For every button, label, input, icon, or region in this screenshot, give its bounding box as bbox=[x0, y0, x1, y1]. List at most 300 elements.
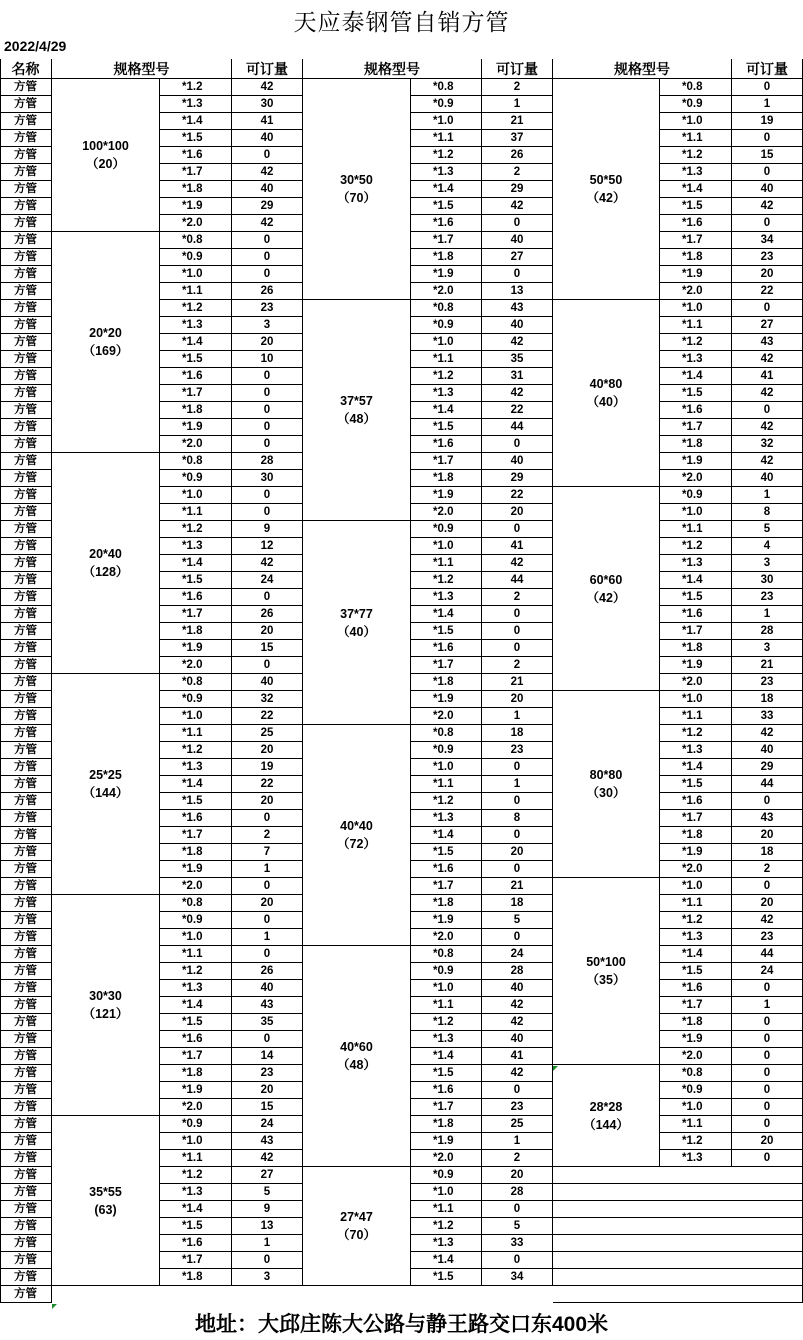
wall-thickness-cell: *1.6 bbox=[160, 589, 232, 606]
spec-group-cell bbox=[303, 521, 411, 725]
row-name-cell: 方管 bbox=[0, 283, 52, 300]
wall-thickness-cell: *1.0 bbox=[411, 538, 482, 555]
wall-thickness-cell: *1.2 bbox=[411, 793, 482, 810]
quantity-cell: 1 bbox=[732, 487, 803, 504]
quantity-cell: 42 bbox=[482, 385, 553, 402]
quantity-cell: 35 bbox=[482, 351, 553, 368]
quantity-cell: 42 bbox=[482, 334, 553, 351]
quantity-cell: 10 bbox=[232, 351, 303, 368]
wall-thickness-cell: *0.9 bbox=[411, 1167, 482, 1184]
quantity-cell: 3 bbox=[232, 1269, 303, 1286]
quantity-cell: 0 bbox=[732, 1082, 803, 1099]
wall-thickness-cell: *0.8 bbox=[160, 674, 232, 691]
quantity-cell: 28 bbox=[482, 1184, 553, 1201]
row-name-cell: 方管 bbox=[0, 1065, 52, 1082]
wall-thickness-cell: *1.0 bbox=[160, 487, 232, 504]
wall-thickness-cell: *1.9 bbox=[160, 419, 232, 436]
wall-thickness-cell: *2.0 bbox=[160, 878, 232, 895]
quantity-cell: 1 bbox=[482, 708, 553, 725]
wall-thickness-cell: *0.9 bbox=[411, 742, 482, 759]
spec-group-cell bbox=[553, 79, 660, 300]
quantity-cell: 37 bbox=[482, 130, 553, 147]
row-name-cell: 方管 bbox=[0, 436, 52, 453]
wall-thickness-cell: *1.0 bbox=[660, 300, 732, 317]
wall-thickness-cell: *1.6 bbox=[411, 215, 482, 232]
wall-thickness-cell: *2.0 bbox=[160, 1099, 232, 1116]
wall-thickness-cell: *0.8 bbox=[660, 1065, 732, 1082]
quantity-cell: 41 bbox=[232, 113, 303, 130]
wall-thickness-cell: *1.6 bbox=[411, 861, 482, 878]
spec-count: （48） bbox=[337, 1058, 376, 1072]
wall-thickness-cell: *2.0 bbox=[411, 1150, 482, 1167]
wall-thickness-cell: *0.9 bbox=[411, 317, 482, 334]
quantity-cell: 40 bbox=[482, 980, 553, 997]
quantity-cell: 35 bbox=[232, 1014, 303, 1031]
spec-group-cell bbox=[52, 895, 160, 1116]
row-name-cell: 方管 bbox=[0, 130, 52, 147]
empty-row-cell bbox=[553, 1184, 803, 1201]
wall-thickness-cell: *2.0 bbox=[411, 708, 482, 725]
row-name-cell: 方管 bbox=[0, 215, 52, 232]
row-name-cell: 方管 bbox=[0, 487, 52, 504]
spec-size: 100*100 bbox=[82, 139, 129, 153]
row-name-cell: 方管 bbox=[0, 1269, 52, 1286]
quantity-cell: 43 bbox=[232, 1133, 303, 1150]
wall-thickness-cell: *1.3 bbox=[660, 742, 732, 759]
quantity-cell: 2 bbox=[482, 164, 553, 181]
quantity-cell: 5 bbox=[232, 1184, 303, 1201]
row-name-cell: 方管 bbox=[0, 1235, 52, 1252]
wall-thickness-cell: *1.2 bbox=[160, 300, 232, 317]
spec-size: 35*55 bbox=[89, 1184, 122, 1199]
quantity-cell: 43 bbox=[732, 810, 803, 827]
wall-thickness-cell: *1.3 bbox=[411, 1031, 482, 1048]
empty-row-cell bbox=[553, 1252, 803, 1269]
quantity-cell: 4 bbox=[732, 538, 803, 555]
wall-thickness-cell: *2.0 bbox=[660, 674, 732, 691]
wall-thickness-cell: *0.8 bbox=[660, 79, 732, 96]
row-name-cell: 方管 bbox=[0, 113, 52, 130]
wall-thickness-cell: *1.9 bbox=[411, 912, 482, 929]
address-text: 地址：大邱庄陈大公路与静王路交口东 bbox=[194, 1311, 552, 1336]
wall-thickness-cell: *1.4 bbox=[411, 1048, 482, 1065]
inventory-table bbox=[0, 59, 803, 1300]
wall-thickness-cell: *1.7 bbox=[660, 997, 732, 1014]
address-distance: 400 bbox=[551, 1313, 588, 1336]
wall-thickness-cell: *0.9 bbox=[160, 470, 232, 487]
spec-group-cell bbox=[553, 878, 660, 1065]
quantity-cell: 0 bbox=[482, 929, 553, 946]
row-name-cell: 方管 bbox=[0, 708, 52, 725]
wall-thickness-cell: *1.4 bbox=[160, 113, 232, 130]
wall-thickness-cell: *1.2 bbox=[660, 912, 732, 929]
wall-thickness-cell: *1.2 bbox=[660, 725, 732, 742]
wall-thickness-cell: *1.7 bbox=[411, 232, 482, 249]
wall-thickness-cell: *0.8 bbox=[411, 79, 482, 96]
quantity-cell: 0 bbox=[482, 436, 553, 453]
wall-thickness-cell: *1.0 bbox=[660, 691, 732, 708]
row-name-cell: 方管 bbox=[0, 79, 52, 96]
quantity-cell: 21 bbox=[482, 113, 553, 130]
header-qty: 可订量 bbox=[732, 59, 803, 79]
wall-thickness-cell: *1.2 bbox=[160, 79, 232, 96]
wall-thickness-cell: *1.4 bbox=[411, 827, 482, 844]
wall-thickness-cell: *1.3 bbox=[411, 385, 482, 402]
quantity-cell: 0 bbox=[482, 215, 553, 232]
row-name-cell: 方管 bbox=[0, 827, 52, 844]
wall-thickness-cell: *0.9 bbox=[160, 912, 232, 929]
quantity-cell: 26 bbox=[232, 963, 303, 980]
quantity-cell: 42 bbox=[482, 555, 553, 572]
quantity-cell: 22 bbox=[732, 283, 803, 300]
wall-thickness-cell: *1.7 bbox=[160, 164, 232, 181]
wall-thickness-cell: *1.6 bbox=[160, 810, 232, 827]
wall-thickness-cell: *0.9 bbox=[411, 96, 482, 113]
quantity-cell: 20 bbox=[732, 266, 803, 283]
row-name-cell: 方管 bbox=[0, 674, 52, 691]
quantity-cell: 0 bbox=[482, 623, 553, 640]
quantity-cell: 3 bbox=[232, 317, 303, 334]
wall-thickness-cell: *1.3 bbox=[160, 759, 232, 776]
spec-group-cell bbox=[303, 79, 411, 300]
wall-thickness-cell: *1.1 bbox=[660, 521, 732, 538]
wall-thickness-cell: *1.4 bbox=[411, 606, 482, 623]
quantity-cell: 23 bbox=[232, 300, 303, 317]
wall-thickness-cell: *1.1 bbox=[660, 708, 732, 725]
quantity-cell: 0 bbox=[732, 1150, 803, 1167]
quantity-cell: 0 bbox=[482, 266, 553, 283]
quantity-cell: 28 bbox=[732, 623, 803, 640]
wall-thickness-cell: *0.9 bbox=[660, 1082, 732, 1099]
wall-thickness-cell: *1.4 bbox=[160, 334, 232, 351]
wall-thickness-cell: *1.0 bbox=[411, 113, 482, 130]
spec-size: 50*50 bbox=[589, 173, 623, 187]
wall-thickness-cell: *1.4 bbox=[160, 1201, 232, 1218]
quantity-cell: 0 bbox=[482, 521, 553, 538]
wall-thickness-cell: *1.8 bbox=[160, 623, 232, 640]
quantity-cell: 0 bbox=[732, 980, 803, 997]
quantity-cell: 20 bbox=[232, 742, 303, 759]
quantity-cell: 19 bbox=[732, 113, 803, 130]
quantity-cell: 40 bbox=[732, 181, 803, 198]
wall-thickness-cell: *2.0 bbox=[411, 283, 482, 300]
row-name-cell: 方管 bbox=[0, 912, 52, 929]
quantity-cell: 44 bbox=[732, 776, 803, 793]
quantity-cell: 43 bbox=[482, 300, 553, 317]
quantity-cell: 41 bbox=[482, 538, 553, 555]
quantity-cell: 27 bbox=[232, 1167, 303, 1184]
wall-thickness-cell: *0.9 bbox=[660, 487, 732, 504]
wall-thickness-cell: *1.1 bbox=[660, 130, 732, 147]
quantity-cell: 22 bbox=[232, 776, 303, 793]
header-qty: 可订量 bbox=[482, 59, 553, 79]
wall-thickness-cell: *1.4 bbox=[411, 1252, 482, 1269]
quantity-cell: 3 bbox=[732, 555, 803, 572]
wall-thickness-cell: *1.5 bbox=[160, 1218, 232, 1235]
wall-thickness-cell: *0.9 bbox=[160, 1116, 232, 1133]
spec-count: （35） bbox=[586, 973, 626, 987]
quantity-cell: 24 bbox=[482, 946, 553, 963]
quantity-cell: 23 bbox=[732, 674, 803, 691]
cell-comment-marker bbox=[553, 1066, 558, 1071]
quantity-cell: 42 bbox=[482, 997, 553, 1014]
row-name-cell: 方管 bbox=[0, 844, 52, 861]
empty-row-cell bbox=[553, 1269, 803, 1286]
row-name-cell: 方管 bbox=[0, 249, 52, 266]
spec-count: （144） bbox=[583, 1117, 629, 1132]
quantity-cell: 29 bbox=[482, 181, 553, 198]
wall-thickness-cell: *1.6 bbox=[160, 1031, 232, 1048]
wall-thickness-cell: *1.2 bbox=[660, 1133, 732, 1150]
quantity-cell: 18 bbox=[732, 844, 803, 861]
wall-thickness-cell: *1.5 bbox=[660, 385, 732, 402]
quantity-cell: 31 bbox=[482, 368, 553, 385]
wall-thickness-cell: *1.8 bbox=[411, 249, 482, 266]
spec-size: 37*77 bbox=[340, 606, 373, 621]
wall-thickness-cell: *1.6 bbox=[411, 640, 482, 657]
spec-size: 50*100 bbox=[586, 955, 626, 969]
wall-thickness-cell: *1.0 bbox=[411, 980, 482, 997]
wall-thickness-cell: *1.9 bbox=[660, 266, 732, 283]
row-name-cell: 方管 bbox=[0, 1150, 52, 1167]
wall-thickness-cell: *1.5 bbox=[160, 572, 232, 589]
quantity-cell: 0 bbox=[732, 164, 803, 181]
wall-thickness-cell: *1.3 bbox=[411, 589, 482, 606]
wall-thickness-cell: *1.2 bbox=[660, 334, 732, 351]
quantity-cell: 28 bbox=[482, 963, 553, 980]
quantity-cell: 20 bbox=[232, 895, 303, 912]
row-name-cell: 方管 bbox=[0, 147, 52, 164]
wall-thickness-cell: *1.3 bbox=[411, 1235, 482, 1252]
quantity-cell: 24 bbox=[732, 963, 803, 980]
quantity-cell: 1 bbox=[232, 861, 303, 878]
quantity-cell: 0 bbox=[732, 1116, 803, 1133]
quantity-cell: 0 bbox=[732, 1065, 803, 1082]
quantity-cell: 24 bbox=[232, 1116, 303, 1133]
wall-thickness-cell: *1.9 bbox=[660, 844, 732, 861]
wall-thickness-cell: *2.0 bbox=[660, 1048, 732, 1065]
row-name-cell: 方管 bbox=[0, 589, 52, 606]
spec-count: （42） bbox=[586, 590, 626, 605]
quantity-cell: 20 bbox=[732, 1133, 803, 1150]
quantity-cell: 0 bbox=[482, 759, 553, 776]
wall-thickness-cell: *1.3 bbox=[411, 164, 482, 181]
quantity-cell: 0 bbox=[232, 147, 303, 164]
wall-thickness-cell: *1.5 bbox=[160, 130, 232, 147]
quantity-cell: 23 bbox=[732, 929, 803, 946]
wall-thickness-cell: *0.8 bbox=[411, 725, 482, 742]
wall-thickness-cell: *1.5 bbox=[160, 1014, 232, 1031]
spec-count: （42） bbox=[586, 191, 626, 205]
spec-group-cell bbox=[303, 300, 411, 521]
wall-thickness-cell: *1.6 bbox=[660, 215, 732, 232]
row-name-cell: 方管 bbox=[0, 1133, 52, 1150]
quantity-cell: 23 bbox=[482, 1099, 553, 1116]
header-spec: 规格型号 bbox=[52, 59, 232, 79]
spec-count: （144） bbox=[82, 786, 129, 800]
row-name-cell: 方管 bbox=[0, 1048, 52, 1065]
quantity-cell: 0 bbox=[482, 1252, 553, 1269]
quantity-cell: 42 bbox=[232, 215, 303, 232]
wall-thickness-cell: *1.6 bbox=[660, 606, 732, 623]
row-name-cell: 方管 bbox=[0, 623, 52, 640]
wall-thickness-cell: *1.8 bbox=[411, 1116, 482, 1133]
quantity-cell: 20 bbox=[232, 334, 303, 351]
row-name-cell: 方管 bbox=[0, 878, 52, 895]
wall-thickness-cell: *1.3 bbox=[160, 980, 232, 997]
wall-thickness-cell: *1.1 bbox=[411, 555, 482, 572]
quantity-cell: 0 bbox=[732, 1099, 803, 1116]
wall-thickness-cell: *1.0 bbox=[660, 878, 732, 895]
quantity-cell: 3 bbox=[732, 640, 803, 657]
spec-size: 27*47 bbox=[340, 1210, 373, 1224]
quantity-cell: 32 bbox=[232, 691, 303, 708]
wall-thickness-cell: *0.9 bbox=[160, 249, 232, 266]
wall-thickness-cell: *0.8 bbox=[411, 300, 482, 317]
wall-thickness-cell: *0.9 bbox=[660, 96, 732, 113]
quantity-cell: 20 bbox=[482, 691, 553, 708]
quantity-cell: 18 bbox=[732, 691, 803, 708]
wall-thickness-cell: *1.2 bbox=[160, 963, 232, 980]
quantity-cell: 0 bbox=[232, 436, 303, 453]
wall-thickness-cell: *1.3 bbox=[160, 538, 232, 555]
wall-thickness-cell: *1.3 bbox=[660, 555, 732, 572]
spec-size: 80*80 bbox=[589, 768, 623, 782]
quantity-cell: 40 bbox=[482, 1031, 553, 1048]
row-name-cell: 方管 bbox=[0, 997, 52, 1014]
quantity-cell: 40 bbox=[732, 742, 803, 759]
spec-size: 60*60 bbox=[589, 572, 623, 587]
quantity-cell: 0 bbox=[232, 657, 303, 674]
quantity-cell: 1 bbox=[732, 997, 803, 1014]
wall-thickness-cell: *2.0 bbox=[660, 283, 732, 300]
spec-size: 30*30 bbox=[89, 989, 122, 1003]
wall-thickness-cell: *1.0 bbox=[660, 504, 732, 521]
row-name-cell: 方管 bbox=[0, 538, 52, 555]
quantity-cell: 5 bbox=[732, 521, 803, 538]
quantity-cell: 42 bbox=[232, 164, 303, 181]
quantity-cell: 40 bbox=[232, 181, 303, 198]
quantity-cell: 44 bbox=[482, 572, 553, 589]
wall-thickness-cell: *1.2 bbox=[160, 1167, 232, 1184]
quantity-cell: 0 bbox=[732, 878, 803, 895]
quantity-cell: 0 bbox=[232, 385, 303, 402]
quantity-cell: 0 bbox=[482, 640, 553, 657]
quantity-cell: 9 bbox=[232, 1201, 303, 1218]
spec-count: （121） bbox=[82, 1007, 129, 1021]
wall-thickness-cell: *1.8 bbox=[160, 1269, 232, 1286]
header-name: 名称 bbox=[0, 59, 52, 79]
row-name-cell: 方管 bbox=[0, 946, 52, 963]
quantity-cell: 0 bbox=[232, 368, 303, 385]
quantity-cell: 26 bbox=[232, 606, 303, 623]
wall-thickness-cell: *1.8 bbox=[160, 402, 232, 419]
wall-thickness-cell: *1.8 bbox=[160, 181, 232, 198]
wall-thickness-cell: *1.9 bbox=[660, 1031, 732, 1048]
spec-size: 25*25 bbox=[89, 768, 122, 782]
spec-count: （30） bbox=[586, 786, 626, 800]
quantity-cell: 29 bbox=[482, 470, 553, 487]
wall-thickness-cell: *1.5 bbox=[411, 198, 482, 215]
wall-thickness-cell: *1.7 bbox=[660, 419, 732, 436]
quantity-cell: 40 bbox=[482, 317, 553, 334]
quantity-cell: 0 bbox=[232, 878, 303, 895]
spec-group-cell bbox=[553, 691, 660, 878]
wall-thickness-cell: *1.1 bbox=[660, 317, 732, 334]
row-name-cell: 方管 bbox=[0, 810, 52, 827]
wall-thickness-cell: *1.4 bbox=[660, 368, 732, 385]
row-name-cell: 方管 bbox=[0, 861, 52, 878]
quantity-cell: 24 bbox=[232, 572, 303, 589]
page-title: 天应泰钢管自销方管 bbox=[293, 10, 510, 36]
wall-thickness-cell: *1.4 bbox=[160, 555, 232, 572]
spec-count: (63) bbox=[94, 1202, 117, 1217]
quantity-cell: 20 bbox=[732, 895, 803, 912]
wall-thickness-cell: *2.0 bbox=[411, 504, 482, 521]
wall-thickness-cell: *1.0 bbox=[660, 113, 732, 130]
quantity-cell: 26 bbox=[232, 283, 303, 300]
row-name-cell: 方管 bbox=[0, 895, 52, 912]
row-name-cell: 方管 bbox=[0, 929, 52, 946]
quantity-cell: 41 bbox=[732, 368, 803, 385]
wall-thickness-cell: *1.9 bbox=[411, 1133, 482, 1150]
quantity-cell: 18 bbox=[482, 895, 553, 912]
quantity-cell: 40 bbox=[482, 453, 553, 470]
quantity-cell: 1 bbox=[732, 96, 803, 113]
row-name-cell: 方管 bbox=[0, 1014, 52, 1031]
row-name-cell: 方管 bbox=[0, 300, 52, 317]
spec-group-cell bbox=[553, 300, 660, 487]
row-name-cell: 方管 bbox=[0, 606, 52, 623]
quantity-cell: 0 bbox=[232, 810, 303, 827]
row-name-cell: 方管 bbox=[0, 1031, 52, 1048]
wall-thickness-cell: *1.1 bbox=[411, 351, 482, 368]
wall-thickness-cell: *0.8 bbox=[160, 232, 232, 249]
quantity-cell: 2 bbox=[482, 1150, 553, 1167]
spec-size: 40*80 bbox=[589, 377, 623, 391]
row-name-cell: 方管 bbox=[0, 181, 52, 198]
wall-thickness-cell: *1.3 bbox=[660, 1150, 732, 1167]
wall-thickness-cell: *1.9 bbox=[160, 640, 232, 657]
header-spec: 规格型号 bbox=[553, 59, 732, 79]
spec-group-cell bbox=[303, 946, 411, 1167]
spec-group-cell bbox=[52, 232, 160, 453]
wall-thickness-cell: *1.0 bbox=[160, 708, 232, 725]
quantity-cell: 0 bbox=[232, 249, 303, 266]
row-name-cell: 方管 bbox=[0, 198, 52, 215]
wall-thickness-cell: *1.5 bbox=[411, 1065, 482, 1082]
quantity-cell: 0 bbox=[732, 215, 803, 232]
row-name-cell: 方管 bbox=[0, 504, 52, 521]
wall-thickness-cell: *1.7 bbox=[160, 1048, 232, 1065]
wall-thickness-cell: *1.0 bbox=[411, 334, 482, 351]
wall-thickness-cell: *1.7 bbox=[411, 657, 482, 674]
wall-thickness-cell: *1.4 bbox=[411, 181, 482, 198]
quantity-cell: 28 bbox=[232, 453, 303, 470]
quantity-cell: 0 bbox=[732, 1031, 803, 1048]
spec-size: 28*28 bbox=[589, 1099, 623, 1114]
quantity-cell: 40 bbox=[232, 980, 303, 997]
wall-thickness-cell: *2.0 bbox=[660, 861, 732, 878]
quantity-cell: 44 bbox=[482, 419, 553, 436]
row-name-cell: 方管 bbox=[0, 980, 52, 997]
quantity-cell: 20 bbox=[482, 844, 553, 861]
quantity-cell: 20 bbox=[482, 1167, 553, 1184]
wall-thickness-cell: *1.1 bbox=[160, 504, 232, 521]
row-name-cell: 方管 bbox=[0, 640, 52, 657]
wall-thickness-cell: *0.9 bbox=[160, 691, 232, 708]
address-unit: 米 bbox=[587, 1311, 609, 1336]
